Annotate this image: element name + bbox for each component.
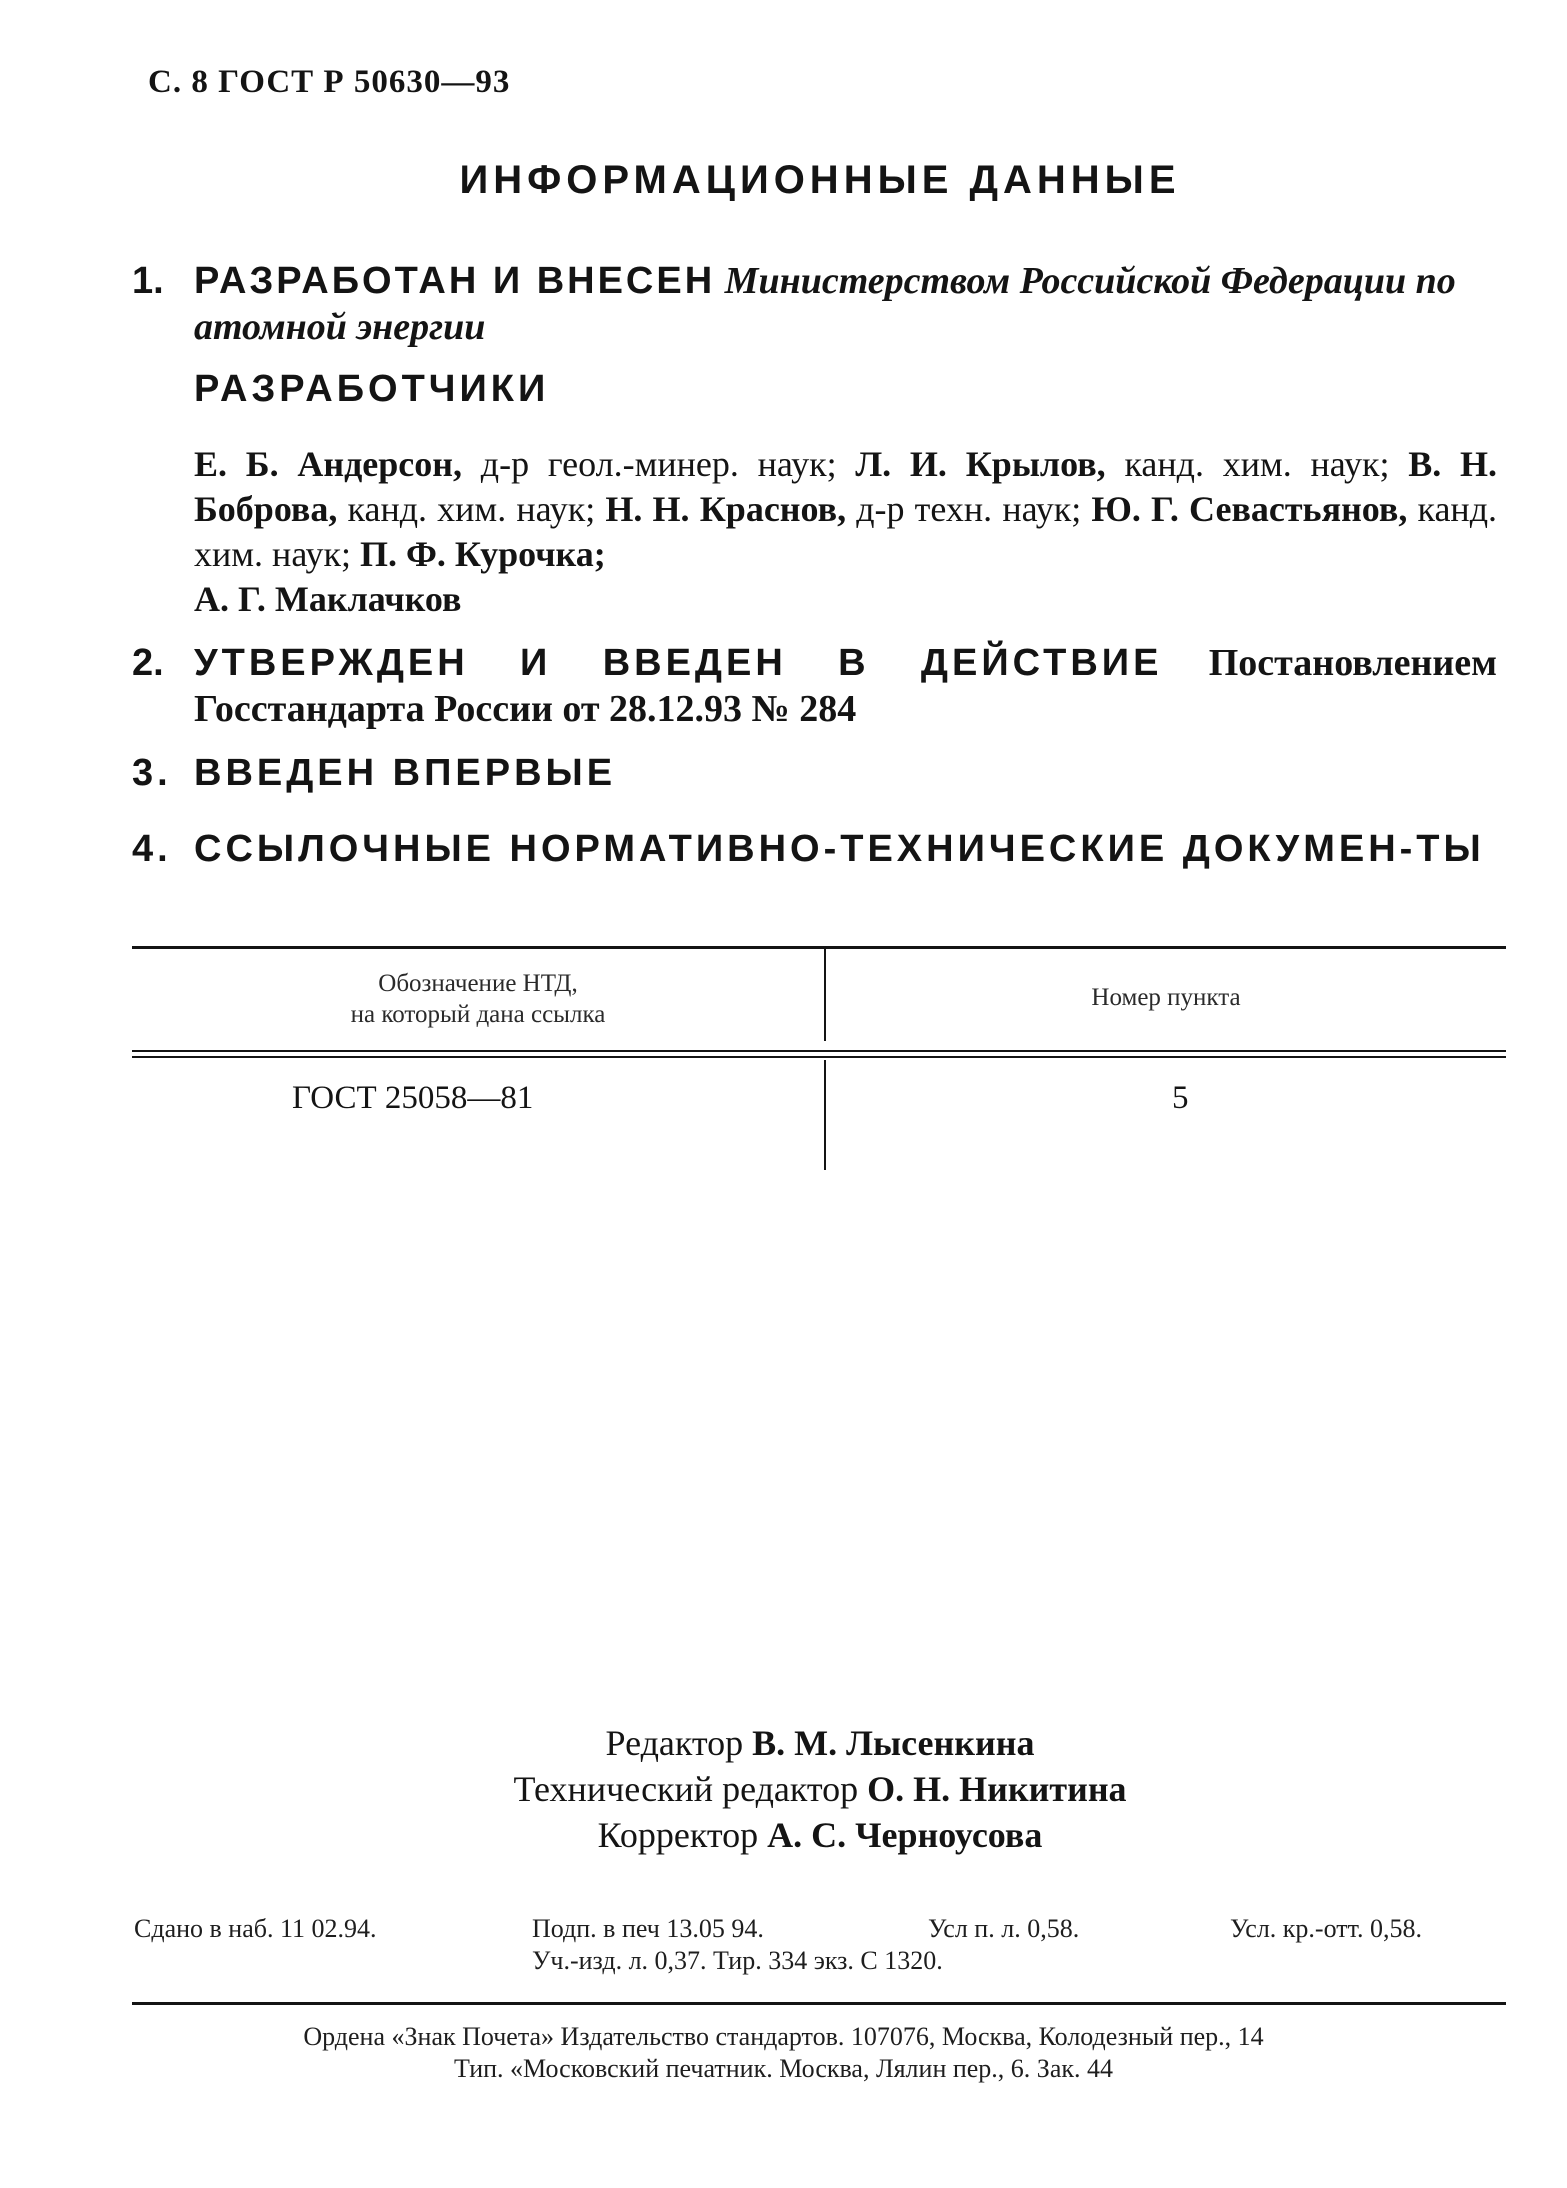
staff-editor [0, 1722, 1567, 1764]
table-header-clause: Номер пункта [1091, 984, 1241, 1011]
table-cell-document: ГОСТ 25058—81 [292, 1080, 534, 1116]
developer-name: Е. Б. Андерсон, [194, 444, 463, 484]
imprint-color-prints: Усл. кр.-отт. 0,58. [1230, 1914, 1423, 1943]
printer-line-2: Тип. «Московский печатник. Москва, Лялин пер., 6. Зак. 44 [453, 2054, 1114, 2083]
footer-rule [132, 2002, 1506, 2005]
corrector-name: А. С. Черноусова [767, 1815, 1043, 1855]
staff-tech-editor [0, 1768, 1567, 1810]
page-header: С. 8 ГОСТ Р 50630—93 [148, 64, 511, 100]
tech-editor-name: О. Н. Никитина [867, 1769, 1127, 1809]
section-1-text: Министерством Российской Федерации по атомной энергии [194, 260, 1456, 348]
developer-degree: д-р геол.-минер. наук; [480, 444, 837, 484]
imprint-print-sheets: Усл п. л. 0,58. [928, 1914, 1080, 1943]
table-cell-clause: 5 [1172, 1080, 1189, 1116]
developer-name: А. Г. Маклачков [194, 579, 462, 619]
editor-name: В. М. Лысенкина [752, 1723, 1035, 1763]
developer-degree: канд. хим. наук; [1124, 444, 1390, 484]
imprint-submitted: Сдано в наб. 11 02.94. [134, 1914, 377, 1943]
table-body-divider [824, 1060, 826, 1170]
staff-corrector [0, 1814, 1567, 1856]
section-2-text: Постановлением Госстандарта России от 28.12.93 № 284 [194, 642, 1497, 730]
imprint-details: Уч.-изд. л. 0,37. Тир. 334 экз. С 1320. [532, 1946, 943, 1975]
table-header-rule-1 [132, 1050, 1506, 1052]
developer-name: В. Н. Боброва, [194, 444, 1497, 529]
developer-degree: канд. хим. наук; [347, 489, 596, 529]
developer-name: Ю. Г. Севастьянов, [1091, 489, 1408, 529]
printer-line-1: Ордена «Знак Почета» Издательство стандартов. 107076, Москва, Колодезный пер., 14 [303, 2022, 1264, 2051]
table-top-rule [132, 946, 1506, 949]
section-3-heading: ВВЕДЕН ВПЕРВЫЕ [194, 752, 617, 794]
corrector-label: Корректор [597, 1815, 759, 1855]
section-4-heading: ССЫЛОЧНЫЕ НОРМАТИВНО-ТЕХНИЧЕСКИЕ ДОКУМЕН-ТЫ [194, 828, 1485, 870]
developer-name: Л. И. Крылов, [855, 444, 1106, 484]
reference-table [132, 946, 1506, 1176]
page-title: ИНФОРМАЦИОННЫЕ ДАННЫЕ [459, 158, 1181, 202]
developers-list [194, 442, 1497, 622]
developer-name: Н. Н. Краснов, [605, 489, 847, 529]
editor-label: Редактор [605, 1723, 744, 1763]
developers-heading: РАЗРАБОТЧИКИ [194, 368, 550, 410]
table-header-document [132, 968, 824, 1030]
section-3 [132, 752, 1497, 795]
section-1 [132, 258, 1497, 350]
section-2-heading: УТВЕРЖДЕН И ВВЕДЕН В ДЕЙСТВИЕ [194, 642, 1163, 684]
section-3-number: 3. [132, 752, 172, 794]
developer-degree: д-р техн. наук; [856, 489, 1082, 529]
section-4-number: 4. [132, 828, 172, 870]
table-header-rule-2 [132, 1056, 1506, 1058]
table-header-document-line1: Обозначение НТД, [378, 970, 578, 997]
table-header-document-line2: на который дана ссылка [350, 1001, 606, 1028]
section-2-number: 2. [132, 642, 164, 684]
developer-name: П. Ф. Курочка; [359, 534, 606, 574]
section-1-heading: РАЗРАБОТАН И ВНЕСЕН [194, 260, 716, 302]
imprint-signed: Подп. в печ 13.05 94. [532, 1914, 764, 1943]
section-4 [132, 826, 1497, 872]
section-1-number: 1. [132, 260, 164, 302]
tech-editor-label: Технический редактор [513, 1769, 859, 1809]
section-2 [132, 640, 1497, 732]
developer-degree: канд. хим. наук; [194, 489, 1498, 574]
